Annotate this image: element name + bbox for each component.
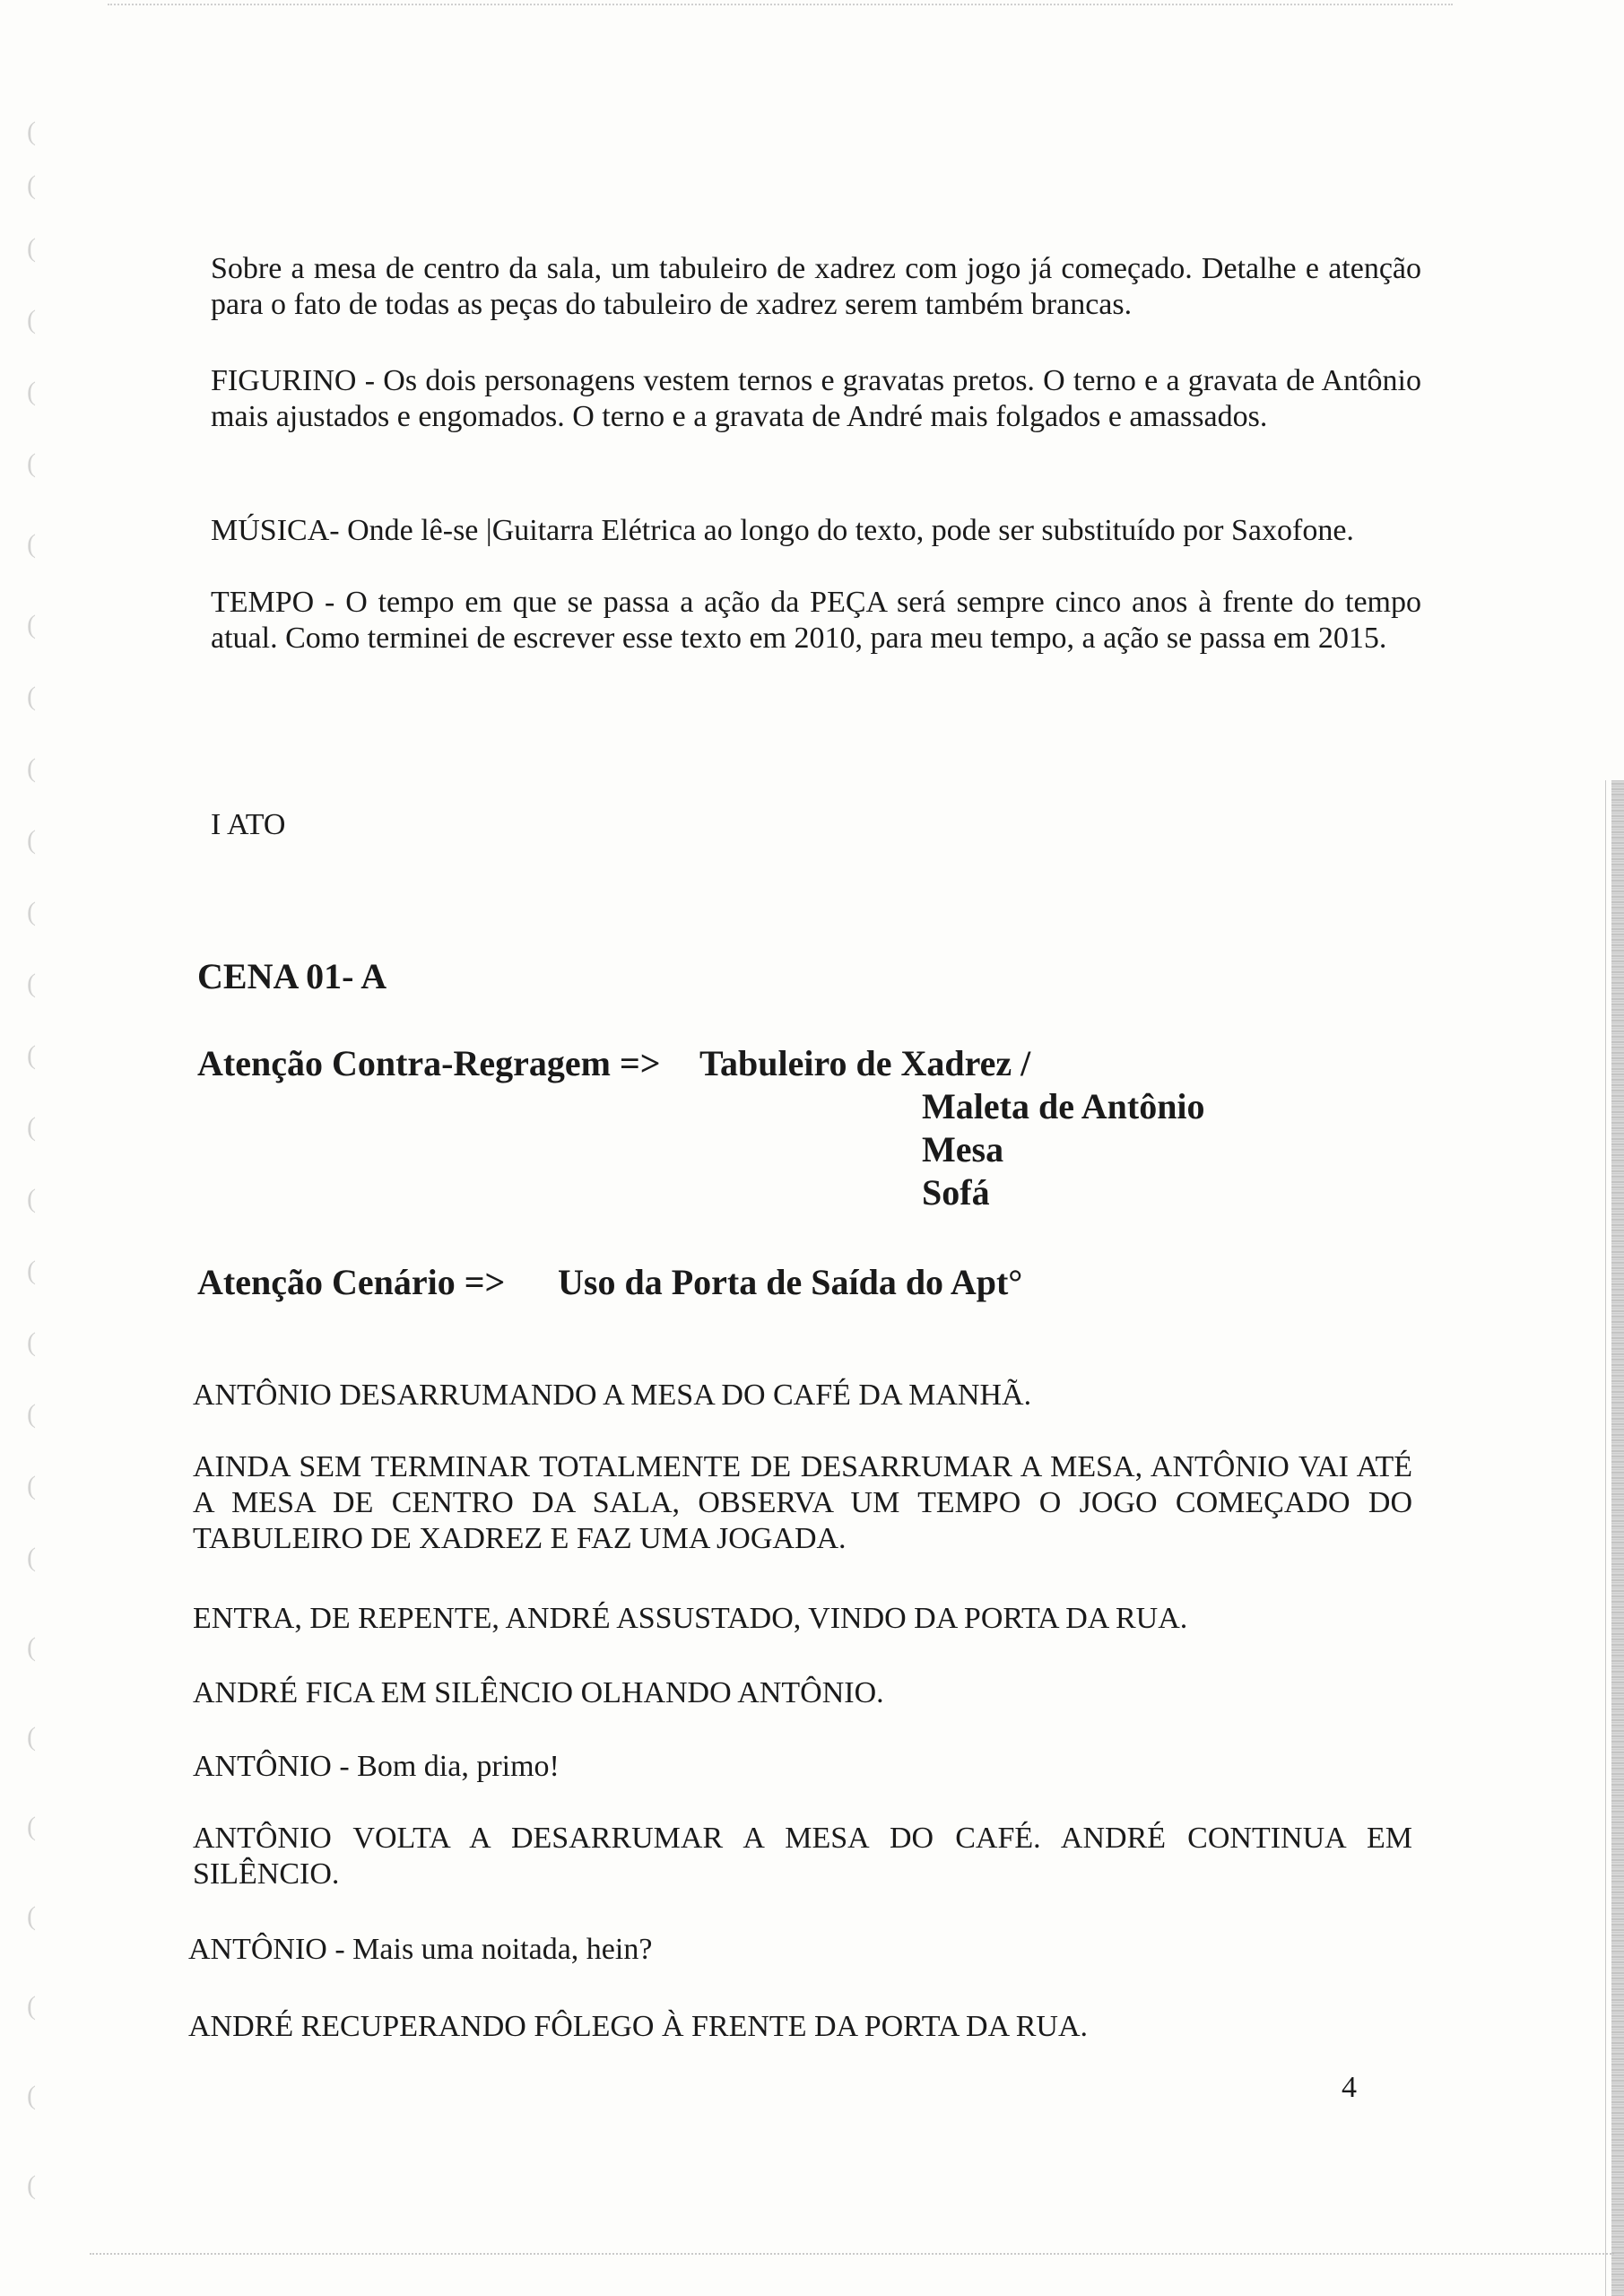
intro-paragraph: Sobre a mesa de centro da sala, um tabuleiro de xadrez com jogo já começado. Detalhe e atenção para o fato de todas as peças do tabuleiro de xadrez serem também brancas. [211, 252, 1421, 321]
cenario-label: Atenção Cenário => [197, 1262, 506, 1302]
scan-right-edge [1611, 780, 1624, 2296]
page-number: 4 [1342, 2071, 1357, 2104]
dialogue-line: ANTÔNIO - Mais uma noitada, hein? [188, 1933, 653, 1966]
dialogue-line: ANTÔNIO - Bom dia, primo! [193, 1750, 560, 1783]
script-line: ANTÔNIO DESARRUMANDO A MESA DO CAFÉ DA MANHÃ. [193, 1378, 1032, 1412]
act-heading: I ATO [211, 808, 286, 841]
musica-paragraph: MÚSICA- Onde lê-se |Guitarra Elétrica ao longo do texto, pode ser substituído por Saxofone. [211, 514, 1354, 547]
contra-item-maleta: Maleta de Antônio [922, 1086, 1205, 1126]
script-line: ANDRÉ FICA EM SILÊNCIO OLHANDO ANTÔNIO. [193, 1676, 884, 1709]
contra-item-tabuleiro: Tabuleiro de Xadrez / [699, 1043, 1031, 1083]
scene-title: CENA 01- A [197, 956, 387, 996]
figurino-paragraph: FIGURINO - Os dois personagens vestem ternos e gravatas pretos. O terno e a gravata de Antônio mais ajustados e engomados. O terno e a gravata de André mais folgados e amassados. [211, 364, 1421, 433]
scan-bottom-edge [90, 2253, 1614, 2257]
tempo-paragraph: TEMPO - O tempo em que se passa a ação da PEÇA será sempre cinco anos à frente do tempo atual. Como terminei de escrever esse texto em 2010, para meu tempo, a ação se passa em 2015. [211, 586, 1421, 655]
scan-top-edge [108, 4, 1453, 7]
contra-item-sofa: Sofá [922, 1172, 990, 1213]
script-line: ANDRÉ RECUPERANDO FÔLEGO À FRENTE DA PORTA DA RUA. [188, 2010, 1089, 2043]
contra-item-mesa: Mesa [922, 1129, 1004, 1170]
script-line: AINDA SEM TERMINAR TOTALMENTE DE DESARRUMAR A MESA, ANTÔNIO VAI ATÉ A MESA DE CENTRO DA SALA, OBSERVA UM TEMPO O JOGO COMEÇADO DO TABULEIRO DE XADREZ E FAZ UMA JOGADA. [193, 1450, 1412, 1555]
script-line: ANTÔNIO VOLTA A DESARRUMAR A MESA DO CAFÉ. ANDRÉ CONTINUA EM SILÊNCIO. [193, 1822, 1412, 1891]
scan-left-edge: ( ( ( ( ( ( ( ( ( ( ( ( ( ( ( ( ( ( ( ( ( ( ( ( ( ( ( ( [27, 117, 36, 2200]
contra-regragem-label: Atenção Contra-Regragem => [197, 1043, 661, 1083]
scan-right-line [1605, 780, 1606, 2296]
cenario-value: Uso da Porta de Saída do Apt° [558, 1262, 1023, 1302]
script-line: ENTRA, DE REPENTE, ANDRÉ ASSUSTADO, VINDO DA PORTA DA RUA. [193, 1602, 1188, 1635]
